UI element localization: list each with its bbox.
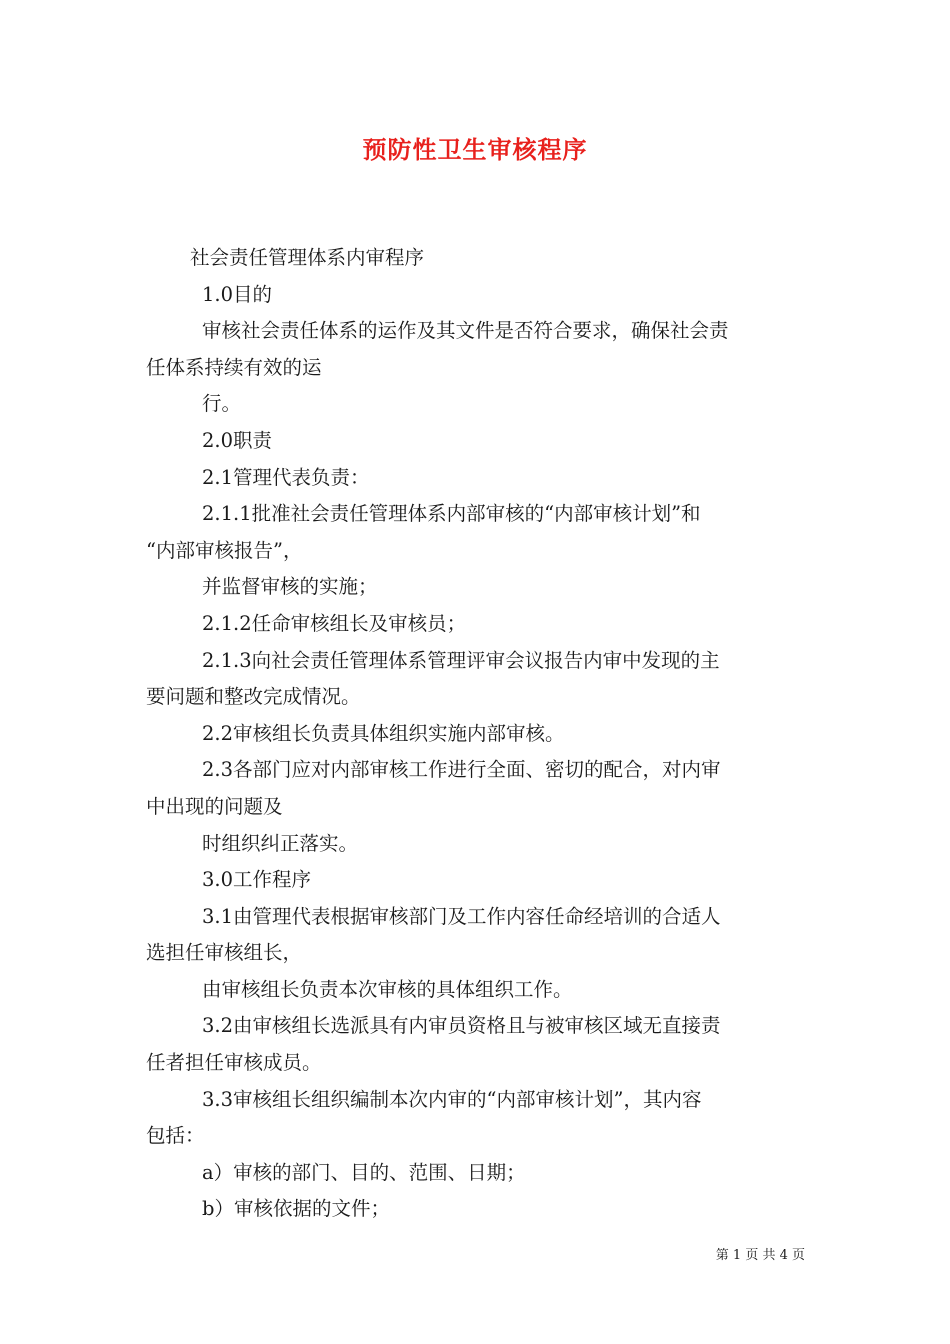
paragraph-continuation-line: 任者担任审核成员。: [146, 1051, 322, 1075]
paragraph-line: 2.1管理代表负责：: [202, 465, 370, 489]
paragraph-line: 审核社会责任体系的运作及其文件是否符合要求，确保社会责: [202, 319, 729, 343]
paragraph-continuation-line: 中出现的问题及: [146, 794, 283, 818]
paragraph-line: 2.1.2任命审核组长及审核员；: [202, 611, 467, 635]
paragraph-line: 2.0职责: [202, 428, 273, 452]
paragraph-line: 2.1.1批准社会责任管理体系内部审核的“内部审核计划”和: [202, 502, 701, 526]
paragraph-line: 社会责任管理体系内审程序: [190, 246, 425, 269]
paragraph-continuation-line: “内部审核报告”，: [146, 538, 303, 562]
paragraph-line: 3.2由审核组长选派具有内审员资格且与被审核区域无直接责: [202, 1014, 721, 1038]
paragraph-line: 2.3各部门应对内部审核工作进行全面、密切的配合，对内审: [202, 758, 721, 782]
paragraph-line: 2.2审核组长负责具体组织实施内部审核。: [202, 721, 565, 745]
document-body: [146, 240, 810, 1228]
paragraph-line: 时组织纠正落实。: [202, 831, 359, 855]
paragraph-line: 由审核组长负责本次审核的具体组织工作。: [202, 977, 573, 1001]
paragraph-line: 3.1由管理代表根据审核部门及工作内容任命经培训的合适人: [202, 904, 721, 928]
paragraph-line: 3.0工作程序: [202, 868, 312, 892]
document-title: 预防性卫生审核程序: [362, 135, 588, 164]
paragraph-line: 行。: [202, 392, 242, 416]
paragraph-line: b）审核依据的文件；: [202, 1197, 390, 1221]
paragraph-line: 并监督审核的实施；: [202, 575, 378, 599]
paragraph-continuation-line: 要问题和整改完成情况。: [146, 685, 361, 709]
paragraph-line: 3.3审核组长组织编制本次内审的“内部审核计划”，其内容: [202, 1087, 702, 1111]
paragraph-line: a）审核的部门、目的、范围、日期；: [202, 1160, 526, 1184]
paragraph-line: 1.0目的: [202, 282, 273, 306]
paragraph-continuation-line: 任体系持续有效的运: [146, 355, 322, 379]
page-footer: 第 1 页 共 4 页: [715, 1248, 805, 1263]
paragraph-continuation-line: 选担任审核组长，: [146, 941, 303, 965]
paragraph-line: 2.1.3向社会责任管理体系管理评审会议报告内审中发现的主: [202, 648, 720, 672]
paragraph-continuation-line: 包括：: [146, 1124, 205, 1148]
